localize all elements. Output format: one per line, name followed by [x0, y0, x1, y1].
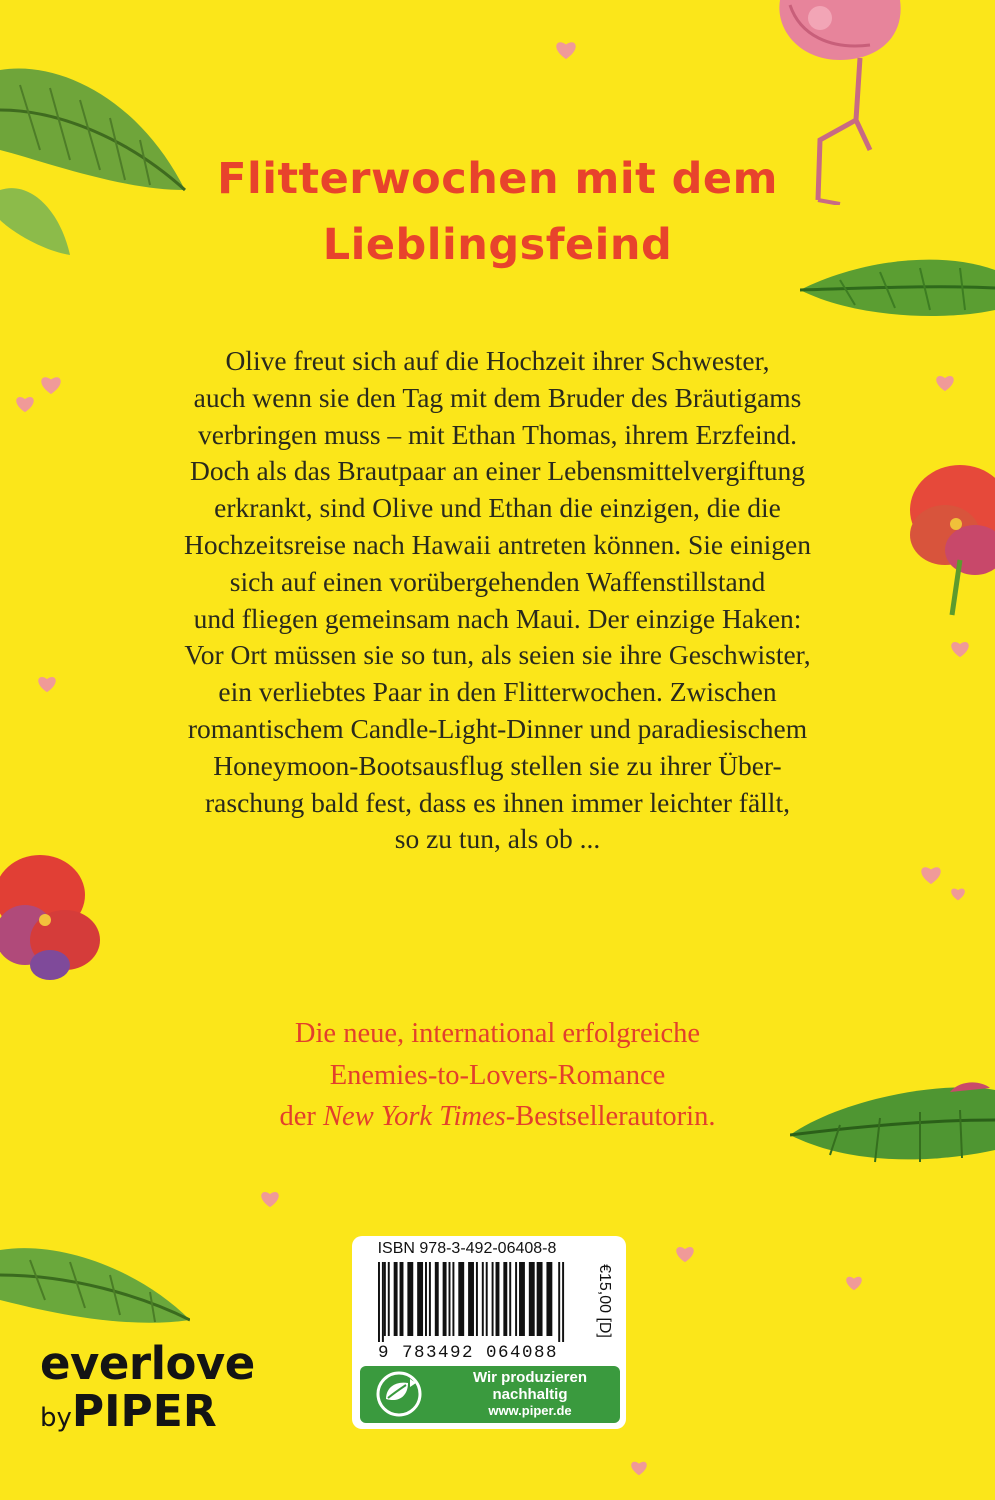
barcode-bar [384, 1262, 386, 1336]
barcode-bar [394, 1262, 398, 1336]
book-title [0, 146, 995, 278]
eco-text [442, 1370, 618, 1420]
tagline-line-3 [0, 1096, 995, 1138]
blurb-line: Olive freut sich auf die Hochzeit ihrer Schwester, [225, 345, 770, 376]
heart-icon [555, 40, 577, 60]
barcode-bar [537, 1262, 543, 1336]
barcode-bar [503, 1262, 507, 1336]
barcode-bar [429, 1262, 431, 1336]
barcode-bar [425, 1262, 427, 1336]
barcode-bar [417, 1262, 423, 1336]
tagline-newspaper: New York Times [323, 1101, 506, 1132]
tagline [0, 1013, 995, 1138]
tagline-line-1: Die neue, international erfolgreiche [294, 1018, 701, 1049]
eco-line-1: Wir produzieren [472, 1369, 588, 1386]
barcode-bar [529, 1262, 535, 1336]
blurb-text [0, 343, 995, 858]
barcode-box [352, 1236, 626, 1429]
barcode-bar [486, 1262, 488, 1336]
recycle-leaf-icon [374, 1371, 424, 1418]
title-line-1: Flitterwochen mit dem [217, 154, 778, 204]
heart-icon [260, 1190, 280, 1208]
price-label [584, 1246, 624, 1356]
blurb-line: ein verliebtes Paar in den Flitterwochen. Zwischen [218, 676, 777, 708]
barcode [378, 1262, 568, 1342]
barcode-bar [435, 1262, 439, 1336]
heart-icon [845, 1275, 863, 1291]
blurb-line: auch wenn sie den Tag mit dem Bruder des Bräutigams [193, 381, 802, 413]
barcode-guard-bar [382, 1262, 384, 1342]
blurb-line: romantischem Candle-Light-Dinner und paradiesischem [187, 712, 808, 744]
barcode-guard-bar [562, 1262, 564, 1342]
barcode-bar [443, 1262, 447, 1336]
barcode-number: 9 783492 064088 [377, 1343, 559, 1363]
tagline-prefix: der [279, 1101, 324, 1132]
barcode-bar [452, 1262, 454, 1336]
barcode-guard-bar [378, 1262, 380, 1342]
blurb-line: Vor Ort müssen sie so tun, als seien sie ihre Geschwister, [184, 639, 811, 671]
barcode-bar [515, 1262, 517, 1336]
eco-url: www.piper.de [488, 1403, 572, 1418]
blurb-line: so zu tun, als ob ... [394, 823, 601, 855]
barcode-bar [519, 1262, 525, 1336]
eco-line-2: nachhaltig [492, 1385, 568, 1403]
barcode-bar [400, 1262, 404, 1336]
heart-icon [630, 1460, 648, 1476]
blurb-line: Honeymoon-Bootsausflug stellen sie zu ihrer Über- [213, 749, 782, 781]
isbn-label: ISBN 978-3-492-06408-8 [377, 1240, 557, 1257]
heart-icon [675, 1245, 695, 1263]
palm-leaf-bottom-left-icon [0, 1230, 190, 1340]
publisher-logo [40, 1337, 255, 1442]
barcode-bar [509, 1262, 511, 1336]
price-text: €15,00 [D] [596, 1264, 613, 1338]
heart-icon [920, 865, 942, 885]
blurb-line: verbringen muss – mit Ethan Thomas, ihrem Erzfeind. [197, 418, 797, 450]
tagline-suffix: -Bestsellerautorin. [505, 1101, 716, 1132]
barcode-bar [468, 1262, 474, 1336]
barcode-guard-bar [558, 1262, 560, 1342]
blurb-line: Hochzeitsreise nach Hawaii antreten können. Sie einigen [184, 528, 811, 560]
barcode-bar [482, 1262, 484, 1336]
barcode-bar [449, 1262, 451, 1336]
barcode-bar [496, 1262, 500, 1336]
blurb-line: raschung bald fest, dass es ihnen immer leichter fällt, [205, 786, 790, 818]
barcode-bar [546, 1262, 552, 1336]
barcode-bar [476, 1262, 478, 1336]
eco-badge [360, 1366, 620, 1423]
logo-piper [40, 1388, 255, 1442]
barcode-bar [407, 1262, 413, 1336]
barcode-bar [458, 1262, 464, 1336]
tagline-line-2: Enemies-to-Lovers-Romance [329, 1059, 666, 1091]
blurb-line: Doch als das Brautpaar an einer Lebensmittelvergiftung [190, 455, 805, 487]
logo-piper-text: PIPER [71, 1386, 217, 1437]
heart-icon [950, 887, 966, 901]
blurb-line: erkrankt, sind Olive und Ethan die einzigen, die die [214, 492, 781, 524]
logo-everlove: everlove [40, 1337, 255, 1390]
logo-by: by [40, 1403, 72, 1433]
barcode-bar [492, 1262, 494, 1336]
blurb-line: und fliegen gemeinsam nach Maui. Der einzige Haken: [193, 602, 802, 634]
title-line-2: Lieblingsfeind [322, 220, 673, 270]
blurb-line: sich auf einen vorübergehenden Waffenstillstand [229, 565, 766, 597]
barcode-bar [388, 1262, 390, 1336]
